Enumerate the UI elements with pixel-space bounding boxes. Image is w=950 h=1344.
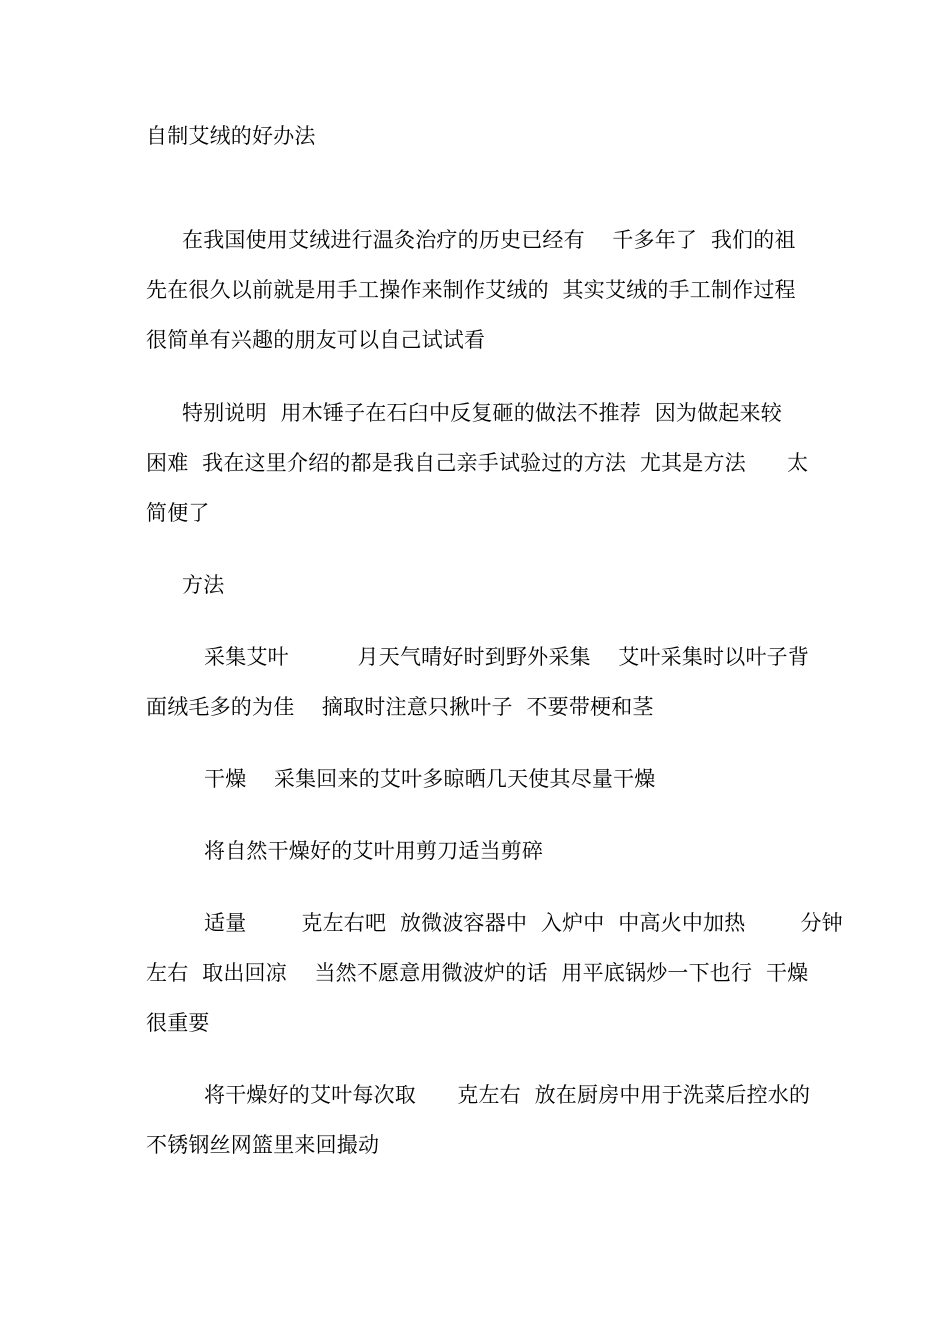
- paragraph-6-line-1: 将自然干燥好的艾叶用剪刀适当剪碎: [204, 839, 544, 863]
- paragraph-1-line-1: 在我国使用艾绒进行温灸治疗的历史已经有 千多年了 我们的祖: [182, 228, 796, 252]
- paragraph-7-line-2: 左右 取出回凉 当然不愿意用微波炉的话 用平底锅炒一下也行 干燥: [146, 961, 809, 985]
- paragraph-7-line-3: 很重要: [146, 1011, 210, 1035]
- paragraph-8-line-1: 将干燥好的艾叶每次取 克左右 放在厨房中用于洗菜后控水的: [204, 1083, 811, 1107]
- paragraph-4-line-1: 采集艾叶 月天气晴好时到野外采集 艾叶采集时以叶子背: [204, 645, 810, 669]
- paragraph-2-line-3: 简便了: [146, 501, 210, 525]
- document-title: 自制艾绒的好办法: [146, 124, 316, 148]
- paragraph-1-line-3: 很简单有兴趣的朋友可以自己试试看: [146, 328, 486, 352]
- paragraph-5-line-1: 干燥 采集回来的艾叶多晾晒几天使其尽量干燥: [204, 767, 656, 791]
- paragraph-2-line-2: 困难 我在这里介绍的都是我自己亲手试验过的方法 尤其是方法 太: [146, 451, 809, 475]
- paragraph-2-line-1: 特别说明 用木锤子在石臼中反复砸的做法不推荐 因为做起来较: [182, 401, 782, 425]
- paragraph-7-line-1: 适量 克左右吧 放微波容器中 入炉中 中高火中加热 分钟: [204, 911, 843, 935]
- paragraph-8-line-2: 不锈钢丝网篮里来回撮动: [146, 1133, 380, 1157]
- paragraph-1-line-2: 先在很久以前就是用手工操作来制作艾绒的 其实艾绒的手工制作过程: [146, 278, 796, 302]
- section-heading-method: 方法: [182, 573, 225, 597]
- paragraph-4-line-2: 面绒毛多的为佳 摘取时注意只揪叶子 不要带梗和茎: [146, 695, 654, 719]
